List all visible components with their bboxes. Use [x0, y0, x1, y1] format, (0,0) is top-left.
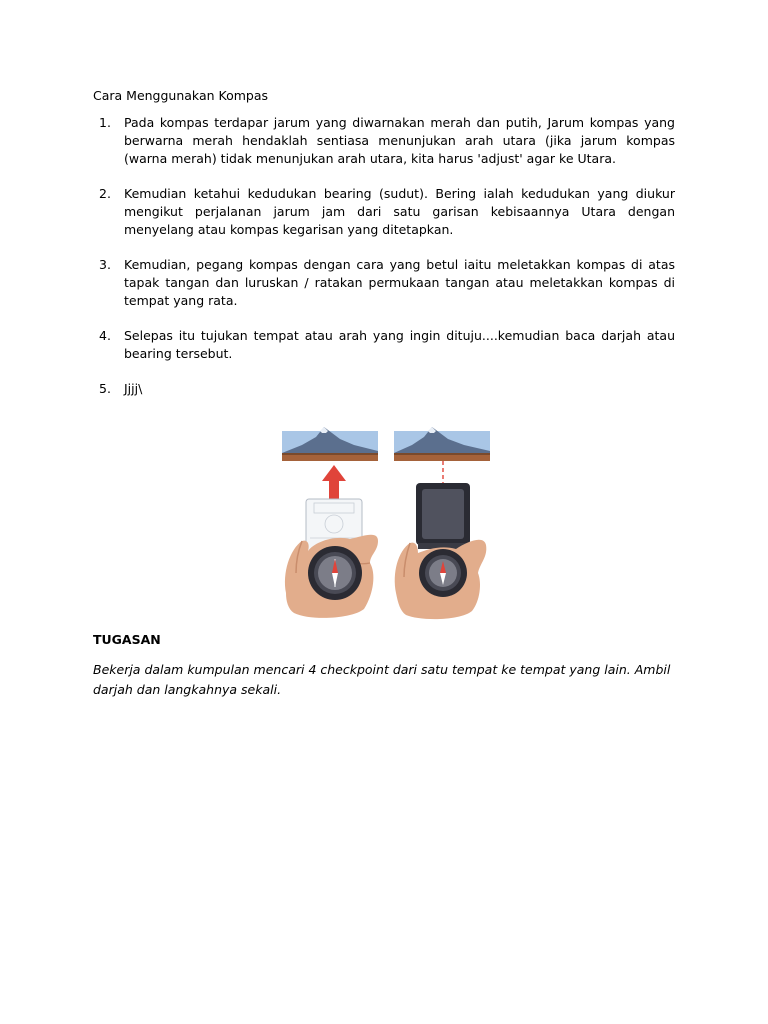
list-item-number: 5.: [99, 381, 111, 396]
task-heading: TUGASAN: [93, 632, 161, 647]
list-item-text: Jjjj\: [124, 381, 143, 396]
list-item-number: 3.: [99, 257, 111, 272]
list-item: [95, 114, 675, 168]
document-title: Cara Menggunakan Kompas: [93, 88, 269, 103]
list-item: [95, 327, 675, 363]
direction-arrow: [322, 465, 346, 499]
compass-dial: [308, 546, 362, 600]
list-item-number: 2.: [99, 186, 111, 201]
list-item: [95, 380, 675, 398]
compass-mirror-lid: [416, 483, 470, 549]
list-item: [95, 185, 675, 239]
list-item-text: Selepas itu tujukan tempat atau arah yang ingin dituju....kemudian baca darjah atau bearing tersebut.: [124, 328, 675, 361]
mountain-landscape-right: [394, 427, 490, 461]
list-item-text: Kemudian ketahui kedudukan bearing (sudut). Bering ialah kedudukan yang diukur mengikut perjalanan jarum jam dari satu garisan kebisaannya Utara dengan menyelang atau kompas kegarisan yang ditetapkan.: [124, 186, 675, 237]
mountain-landscape-left: [282, 427, 378, 461]
left-panel: [282, 427, 378, 618]
list-item-number: 1.: [99, 115, 111, 130]
task-body: Bekerja dalam kumpulan mencari 4 checkpoint dari satu tempat ke tempat yang lain. Ambil darjah dan langkahnya sekali.: [93, 662, 671, 697]
right-panel: [394, 427, 490, 619]
compass-dial-right: [419, 549, 467, 597]
list-item-text: Kemudian, pegang kompas dengan cara yang betul iaitu meletakkan kompas di atas tapak tangan dan luruskan / ratakan permukaan tangan atau meletakkan kompas di tempat yang rata.: [124, 257, 675, 308]
instruction-list: [95, 114, 675, 398]
list-item-number: 4.: [99, 328, 111, 343]
list-item: [95, 256, 675, 310]
list-item-text: Pada kompas terdapar jarum yang diwarnakan merah dan putih, Jarum kompas yang berwarna merah hendaklah sentiasa menunjukan arah utara (jika jarum kompas (warna merah) tidak menunjukan arah utara, kita harus 'adjust' agar ke Utara.: [124, 115, 675, 166]
compass-usage-illustration: [280, 423, 492, 623]
